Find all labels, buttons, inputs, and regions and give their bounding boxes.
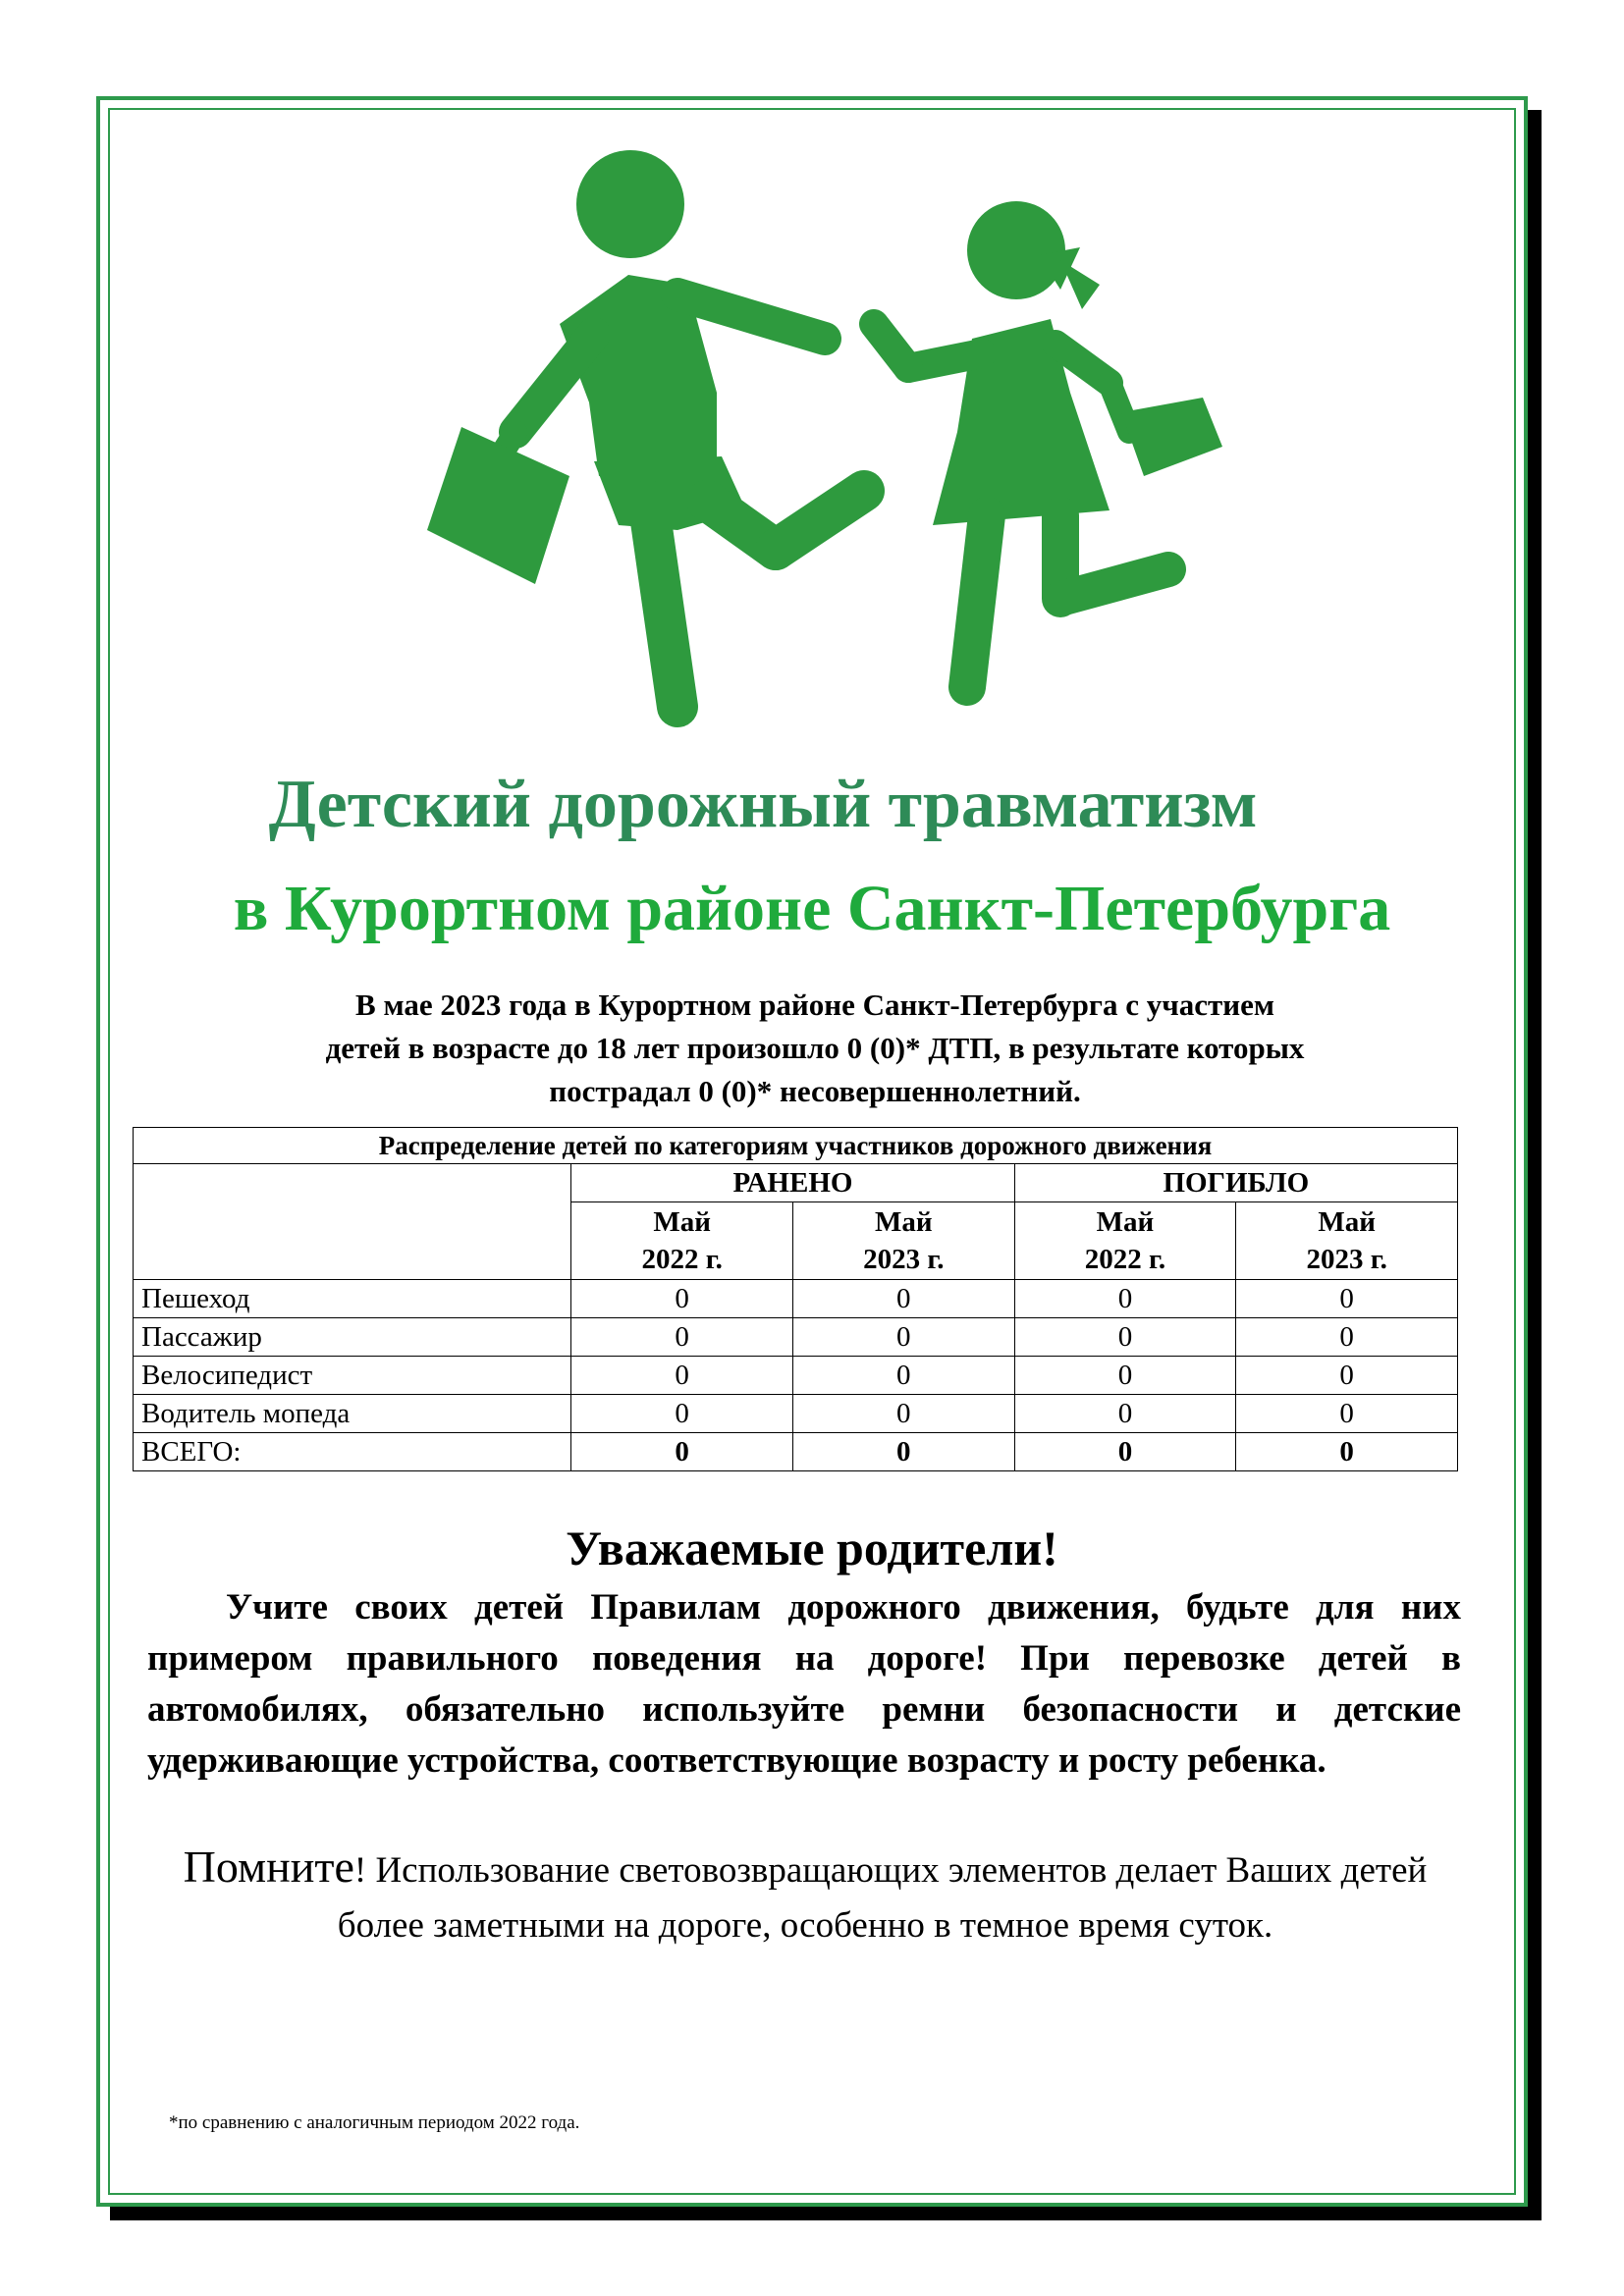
page-title: Детский дорожный травматизм — [268, 767, 1258, 842]
period-header — [1014, 1202, 1236, 1280]
remember-note — [157, 1840, 1453, 1953]
group-header-injured: РАНЕНО — [571, 1164, 1014, 1202]
table-group-row — [134, 1164, 1458, 1202]
cell-value: 0 — [1014, 1433, 1236, 1471]
cell-value: 0 — [792, 1357, 1014, 1395]
cell-value: 0 — [1236, 1280, 1458, 1318]
group-header-killed: ПОГИБЛО — [1014, 1164, 1457, 1202]
table-row — [134, 1395, 1458, 1433]
cell-value: 0 — [792, 1395, 1014, 1433]
period-month: Май — [875, 1206, 933, 1238]
page-subtitle: в Курортном районе Санкт-Петербурга — [233, 873, 1391, 944]
row-label: ВСЕГО: — [134, 1433, 571, 1471]
period-header — [792, 1202, 1014, 1280]
period-month: Май — [1096, 1206, 1155, 1238]
parents-advice: Учите своих детей Правилам дорожного движения, будьте для них примером правильного поведения на дороге! При перевозке детей в автомобилях, обязательно используйте ремни безопасности и детские удерживающие устройства, соответствующие возрасту и росту ребенка. — [147, 1587, 1461, 1781]
period-year: 2023 г. — [1306, 1244, 1387, 1275]
cell-value: 0 — [571, 1280, 793, 1318]
table-total-row — [134, 1433, 1458, 1471]
intro-line: детей в возрасте до 18 лет произошло 0 (0)* ДТП, в результате которых — [325, 1031, 1305, 1065]
cell-value: 0 — [571, 1357, 793, 1395]
table-row — [134, 1280, 1458, 1318]
period-header — [571, 1202, 793, 1280]
cell-value: 0 — [792, 1318, 1014, 1357]
cell-value: 0 — [792, 1280, 1014, 1318]
table-row — [134, 1357, 1458, 1395]
table-caption: Распределение детей по категориям участников дорожного движения — [134, 1128, 1458, 1164]
period-year: 2023 г. — [863, 1244, 945, 1275]
footnote: *по сравнению с аналогичным периодом 2022 года. — [169, 2112, 580, 2133]
cell-value: 0 — [1014, 1318, 1236, 1357]
running-children-with-bags-icon — [422, 137, 1247, 746]
cell-value: 0 — [1236, 1357, 1458, 1395]
parents-heading: Уважаемые родители! — [566, 1521, 1058, 1575]
period-year: 2022 г. — [1084, 1244, 1166, 1275]
intro-line: пострадал 0 (0)* несовершеннолетний. — [549, 1074, 1081, 1108]
stats-table — [133, 1127, 1458, 1471]
cell-value: 0 — [1014, 1280, 1236, 1318]
table-caption-row — [134, 1128, 1458, 1164]
table-corner-cell — [134, 1164, 571, 1280]
table-row — [134, 1318, 1458, 1357]
row-label: Велосипедист — [134, 1357, 571, 1395]
intro-paragraph — [177, 984, 1453, 1113]
remember-lead: Помните — [183, 1842, 354, 1892]
cell-value: 0 — [1236, 1433, 1458, 1471]
row-label: Пассажир — [134, 1318, 571, 1357]
remember-text: ! Использование световозвращающих элементов делает Ваших детей более заметными на дороге, особенно в темное время суток. — [337, 1850, 1428, 1946]
row-label: Водитель мопеда — [134, 1395, 571, 1433]
period-month: Май — [653, 1206, 711, 1238]
cell-value: 0 — [571, 1433, 793, 1471]
period-header — [1236, 1202, 1458, 1280]
cell-value: 0 — [1236, 1395, 1458, 1433]
cell-value: 0 — [792, 1433, 1014, 1471]
period-year: 2022 г. — [641, 1244, 723, 1275]
cell-value: 0 — [1014, 1395, 1236, 1433]
cell-value: 0 — [1014, 1357, 1236, 1395]
cell-value: 0 — [571, 1318, 793, 1357]
cell-value: 0 — [571, 1395, 793, 1433]
period-month: Май — [1318, 1206, 1376, 1238]
row-label: Пешеход — [134, 1280, 571, 1318]
intro-line: В мае 2023 года в Курортном районе Санкт-Петербурга с участием — [355, 988, 1274, 1022]
cell-value: 0 — [1236, 1318, 1458, 1357]
